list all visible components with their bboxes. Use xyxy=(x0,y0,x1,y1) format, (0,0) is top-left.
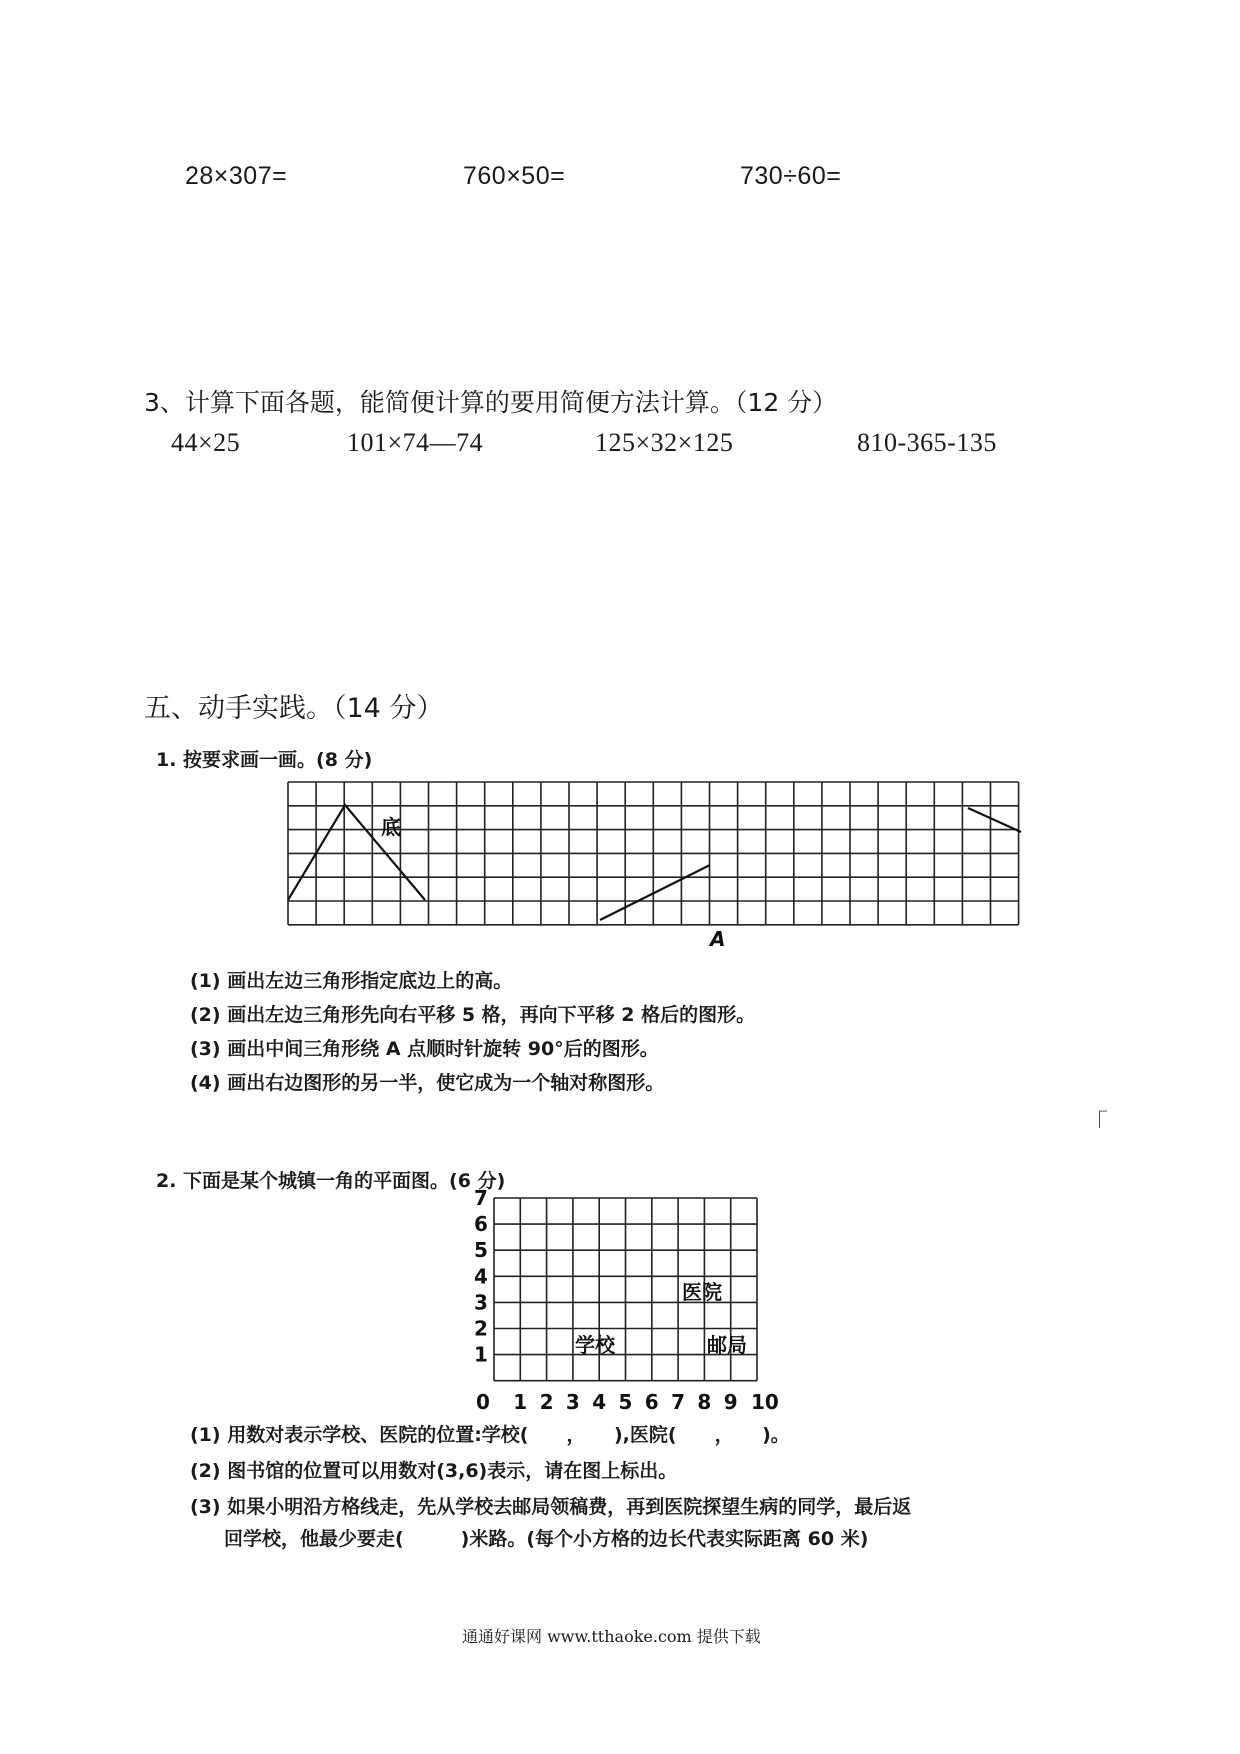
right-half-figure xyxy=(968,808,1021,832)
x-axis-label: 8 xyxy=(697,1390,712,1414)
calc-730div60: 730÷60= xyxy=(740,162,842,190)
label-base: 底 xyxy=(381,815,401,839)
y-axis-label: 1 xyxy=(474,1342,488,1367)
calc-28x307: 28×307= xyxy=(185,162,288,190)
x-axis-label: 4 xyxy=(592,1390,607,1414)
part1-instruction-2: (2) 画出左边三角形先向右平移 5 格，再向下平移 2 格后的图形。 xyxy=(190,1004,756,1026)
part2-instruction-3: (3) 如果小明沿方格线走，先从学校去邮局领稿费，再到医院探望生病的同学，最后返 xyxy=(190,1496,912,1518)
part1-instruction-4: (4) 画出右边图形的另一半，使它成为一个轴对称图形。 xyxy=(190,1072,665,1094)
middle-segment xyxy=(600,865,710,920)
x-axis-label: 5 xyxy=(618,1390,633,1414)
drawing-grid xyxy=(285,778,1025,958)
q3-item-4: 810-365-135 xyxy=(857,428,997,457)
y-axis-label: 5 xyxy=(474,1238,488,1263)
y-axis-label: 4 xyxy=(474,1264,488,1289)
footer-text: 通通好课网 www.tthaoke.com 提供下载 xyxy=(462,1627,761,1646)
label-point-a: A xyxy=(710,927,726,951)
x-axis-label: 6 xyxy=(644,1390,659,1414)
part2-title: 2. 下面是某个城镇一角的平面图。(6 分) xyxy=(156,1170,506,1192)
origin-label: 0 xyxy=(476,1390,490,1414)
x-axis-label: 10 xyxy=(751,1390,779,1414)
grid-lines xyxy=(288,782,1019,925)
place-school: 学校 xyxy=(575,1333,615,1357)
x-axis-label: 1 xyxy=(513,1390,528,1414)
calc-760x50: 760×50= xyxy=(463,162,566,190)
part1-instruction-1: (1) 画出左边三角形指定底边上的高。 xyxy=(190,970,513,992)
place-post-office: 邮局 xyxy=(707,1333,747,1357)
part1-title: 1. 按要求画一画。(8 分) xyxy=(156,749,373,771)
part2-instruction-3-cont: 回学校，他最少要走( )米路。(每个小方格的边长代表实际距离 60 米) xyxy=(224,1528,869,1550)
part2-instruction-1: (1) 用数对表示学校、医院的位置:学校( ， ),医院( ， )。 xyxy=(190,1424,790,1446)
corner-mark: 「 xyxy=(1082,1110,1109,1140)
q3-title: 3、计算下面各题，能简便计算的要用简便方法计算。（12 分） xyxy=(144,388,838,417)
y-axis-label: 6 xyxy=(474,1212,488,1237)
q3-item-2: 101×74—74 xyxy=(347,428,484,457)
q3-item-1: 44×25 xyxy=(171,428,241,457)
town-map xyxy=(470,1188,780,1418)
section5-title: 五、动手实践。（14 分） xyxy=(144,693,444,724)
left-triangle xyxy=(288,805,425,900)
q3-item-3: 125×32×125 xyxy=(595,428,734,457)
y-axis-label: 3 xyxy=(474,1290,488,1315)
place-hospital: 医院 xyxy=(682,1280,722,1304)
x-axis-label: 3 xyxy=(565,1390,580,1414)
x-axis-label: 2 xyxy=(539,1390,554,1414)
x-axis-label: 7 xyxy=(671,1390,686,1414)
y-axis-label: 7 xyxy=(474,1188,488,1210)
y-axis-label: 2 xyxy=(474,1316,488,1341)
x-axis-label: 9 xyxy=(723,1390,738,1414)
part1-instruction-3: (3) 画出中间三角形绕 A 点顺时针旋转 90°后的图形。 xyxy=(190,1038,659,1060)
part2-instruction-2: (2) 图书馆的位置可以用数对(3,6)表示，请在图上标出。 xyxy=(190,1460,678,1482)
